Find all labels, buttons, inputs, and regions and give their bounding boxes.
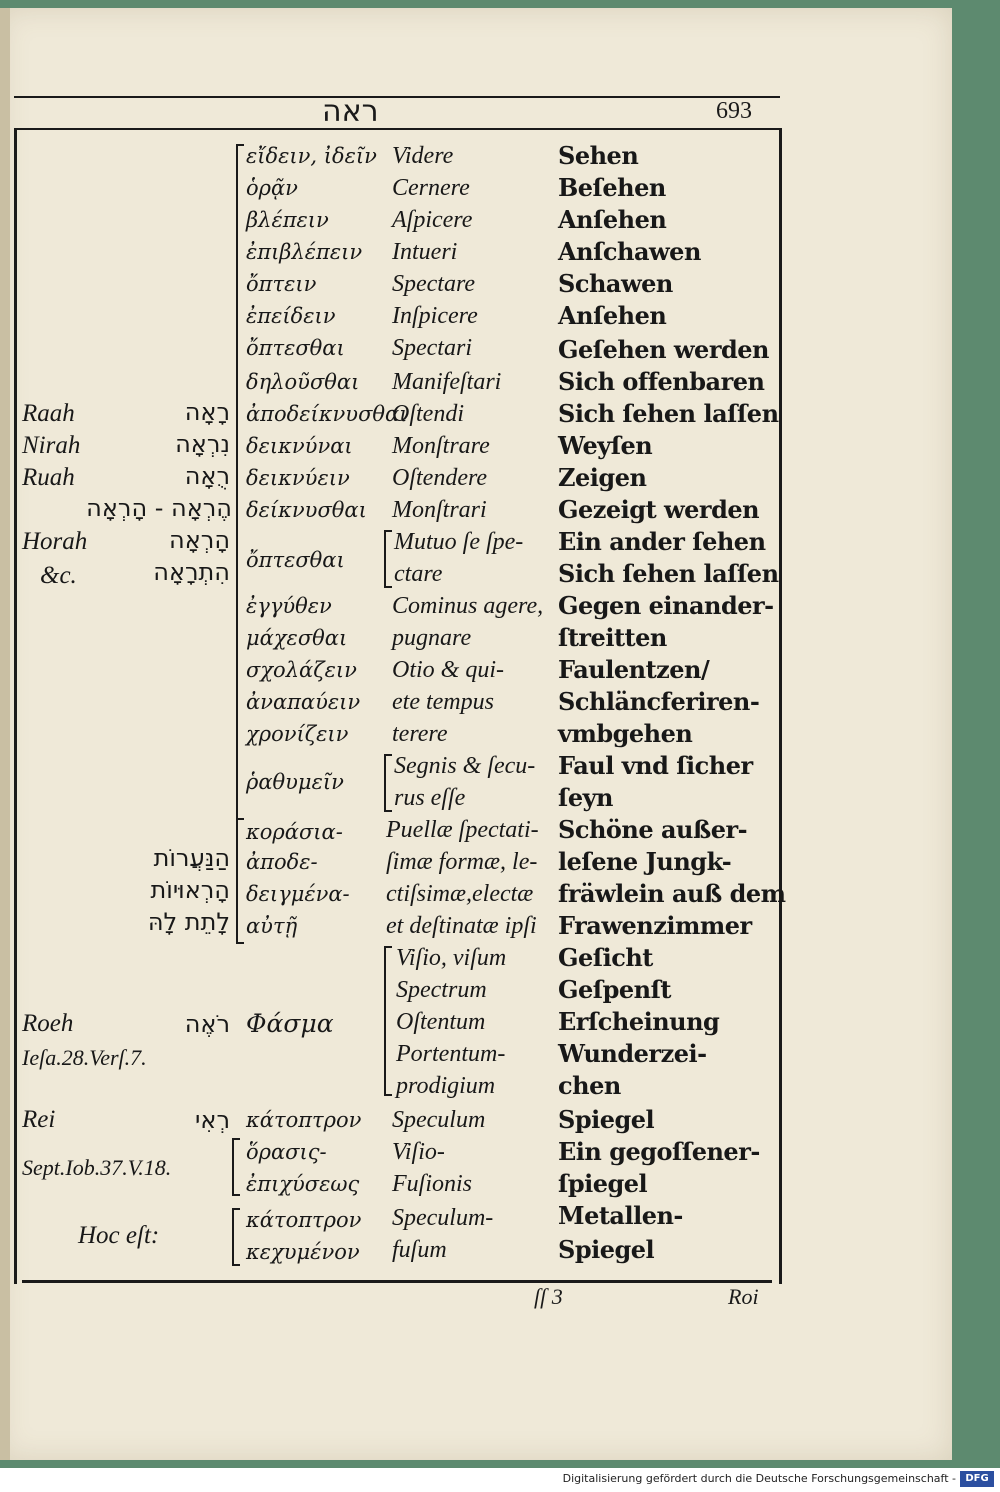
greek-word: ἀποδε- bbox=[246, 850, 318, 874]
german-word: Ein ander ſehen bbox=[558, 527, 766, 556]
brace-katoptron bbox=[232, 1208, 234, 1266]
latin-word: ctare bbox=[394, 561, 443, 587]
greek-word: κάτοπτρον bbox=[246, 1108, 362, 1132]
hebrew-word: רְאִי bbox=[195, 1106, 230, 1134]
book-page bbox=[0, 8, 952, 1460]
brace-segnis bbox=[384, 754, 386, 812]
hebrew-word: נִרְאָה bbox=[175, 430, 230, 458]
running-head-hebrew: ראה bbox=[322, 94, 379, 129]
german-word: Schläncferiren- bbox=[558, 687, 760, 716]
signature-mark: ſſ 3 bbox=[534, 1284, 563, 1309]
brace-visio bbox=[384, 946, 386, 1096]
latin-word: fuſum bbox=[392, 1237, 447, 1263]
latin-word: Spectrum bbox=[396, 977, 487, 1003]
latin-word: Speculum- bbox=[392, 1205, 494, 1231]
transliteration: Nirah bbox=[22, 432, 81, 459]
transliteration: Ieſa.28.Verſ.7. bbox=[22, 1045, 147, 1070]
german-word: Sich offenbaren bbox=[558, 367, 765, 396]
german-word: Gezeigt werden bbox=[558, 495, 760, 524]
transliteration: Raah bbox=[22, 400, 75, 427]
latin-word: rus eſſe bbox=[394, 785, 466, 811]
latin-word: Cominus agere, bbox=[392, 593, 544, 619]
german-word: Anſehen bbox=[558, 205, 667, 234]
german-word: Metallen- bbox=[558, 1201, 683, 1230]
latin-word: Videre bbox=[392, 143, 454, 169]
greek-word: ἐπείδειν bbox=[246, 304, 336, 328]
page-footer bbox=[0, 1284, 952, 1318]
german-word: Ein gegoſſener- bbox=[558, 1137, 760, 1166]
german-word: Wunderzei- bbox=[558, 1039, 707, 1068]
latin-word: pugnare bbox=[392, 625, 472, 651]
german-word: Frawenzimmer bbox=[558, 911, 752, 940]
dfg-logo-icon: DFG bbox=[960, 1471, 994, 1487]
brace-puella bbox=[236, 818, 238, 944]
german-word: fräwlein auß dem bbox=[558, 879, 786, 908]
transliteration: Sept.Iob.37.V.18. bbox=[22, 1155, 172, 1180]
greek-word: δειγμένα- bbox=[246, 882, 350, 906]
latin-word: Viſio- bbox=[392, 1139, 445, 1165]
greek-word: δεικνύναι bbox=[246, 434, 353, 458]
transliteration: Horah bbox=[22, 528, 88, 555]
footer-rule bbox=[22, 1280, 772, 1283]
greek-word: ἀναπαύειν bbox=[246, 690, 361, 714]
greek-word: αὐτῇ bbox=[246, 914, 298, 938]
latin-word: Mutuo ſe ſpe- bbox=[394, 529, 524, 555]
latin-word: Viſio, viſum bbox=[396, 945, 507, 971]
german-word: Erſcheinung bbox=[558, 1007, 720, 1036]
german-word: ſeyn bbox=[558, 783, 613, 812]
greek-word: ῥαθυμεῖν bbox=[246, 770, 344, 794]
brace-mutuo bbox=[384, 530, 386, 588]
latin-word: Oſtentum bbox=[396, 1009, 486, 1035]
hebrew-word: הִתְרָאָה bbox=[153, 558, 230, 586]
german-word: Geſpenſt bbox=[558, 975, 671, 1004]
latin-word: Portentum- bbox=[396, 1041, 506, 1067]
latin-word: Inſpicere bbox=[392, 303, 478, 329]
latin-word: terere bbox=[392, 721, 448, 747]
german-word: Beſehen bbox=[558, 173, 666, 202]
german-word: Geſicht bbox=[558, 943, 653, 972]
funding-banner bbox=[0, 1468, 1000, 1492]
latin-word: Cernere bbox=[392, 175, 470, 201]
latin-word: Speculum bbox=[392, 1107, 486, 1133]
greek-word: ὄπτεσθαι bbox=[246, 336, 345, 360]
transliteration: Hoc eſt: bbox=[78, 1222, 160, 1249]
latin-word: ete tempus bbox=[392, 689, 494, 715]
transliteration: Roeh bbox=[22, 1010, 74, 1037]
greek-word: Φάσμα bbox=[246, 1009, 334, 1038]
latin-word: Spectari bbox=[392, 335, 472, 361]
latin-word: et deſtinatæ ipſi bbox=[386, 913, 537, 939]
greek-word: μάχεσθαι bbox=[246, 626, 348, 650]
greek-word: ἀποδείκνυσθαι bbox=[246, 402, 408, 426]
greek-word: δεικνύειν bbox=[246, 466, 350, 490]
greek-word: κεχυμένον bbox=[246, 1240, 360, 1264]
hebrew-word: הַנַּעֲרוֹת bbox=[153, 844, 230, 872]
greek-word: ὅρασις- bbox=[246, 1140, 327, 1164]
greek-word: ὄπτεσθαι bbox=[246, 548, 345, 572]
running-head bbox=[0, 94, 952, 128]
page-number: 693 bbox=[716, 98, 752, 124]
transliteration: Rei bbox=[22, 1106, 56, 1133]
latin-word: Aſpicere bbox=[392, 207, 473, 233]
german-word: Schawen bbox=[558, 269, 673, 298]
german-word: Geſehen werden bbox=[558, 335, 769, 364]
brace-horasis bbox=[232, 1138, 234, 1196]
latin-word: Monſtrare bbox=[392, 433, 490, 459]
greek-word: ἐγγύθεν bbox=[246, 594, 332, 618]
german-word: Schöne außer- bbox=[558, 815, 748, 844]
greek-word: κοράσια- bbox=[246, 820, 343, 844]
hebrew-word: רֻאָה bbox=[184, 462, 230, 490]
german-word: vmbgehen bbox=[558, 719, 693, 748]
latin-word: Fuſionis bbox=[392, 1171, 473, 1197]
latin-word: ctiſsimæ,electæ bbox=[386, 881, 534, 907]
latin-word: Oſtendere bbox=[392, 465, 488, 491]
german-word: ſtreitten bbox=[558, 623, 667, 652]
greek-word: δηλοῦσθαι bbox=[246, 370, 360, 394]
greek-word: ὄπτειν bbox=[246, 272, 317, 296]
transliteration: &c. bbox=[40, 562, 77, 589]
german-word: Gegen einander- bbox=[558, 591, 774, 620]
hebrew-word: לָתֵת לָהּ bbox=[147, 908, 230, 936]
german-word: Spiegel bbox=[558, 1105, 655, 1134]
german-word: Faulentzen/ bbox=[558, 655, 710, 684]
german-word: Zeigen bbox=[558, 463, 647, 492]
german-word: Sich ſehen laſſen bbox=[558, 399, 779, 428]
greek-word: χρονίζειν bbox=[246, 722, 349, 746]
latin-word: Intueri bbox=[392, 239, 458, 265]
german-word: Faul vnd ſicher bbox=[558, 751, 753, 780]
german-word: Anſehen bbox=[558, 301, 667, 330]
catchword: Roi bbox=[728, 1284, 759, 1309]
german-word: Spiegel bbox=[558, 1235, 655, 1264]
german-word: Sich ſehen laſſen bbox=[558, 559, 779, 588]
greek-word: ἐπιβλέπειν bbox=[246, 240, 363, 264]
greek-word: ὁρᾷν bbox=[246, 176, 298, 200]
german-word: ſpiegel bbox=[558, 1169, 648, 1198]
latin-word: Puellæ ſpectati- bbox=[386, 817, 539, 843]
german-word: chen bbox=[558, 1071, 621, 1100]
greek-word: δείκνυσθαι bbox=[246, 498, 367, 522]
greek-word: εἴδειν, ἰδεῖν bbox=[246, 144, 377, 168]
german-word: Sehen bbox=[558, 141, 639, 170]
latin-word: Segnis & ſecu- bbox=[394, 753, 536, 779]
latin-word: Otio & qui- bbox=[392, 657, 504, 683]
latin-word: Manifeſtari bbox=[392, 369, 502, 395]
latin-word: Spectare bbox=[392, 271, 476, 297]
latin-word: ſimæ formæ, le- bbox=[386, 849, 538, 875]
latin-word: Monſtrari bbox=[392, 497, 487, 523]
greek-word: ἐπιχύσεως bbox=[246, 1172, 360, 1196]
greek-word: κάτοπτρον bbox=[246, 1208, 362, 1232]
transliteration: Ruah bbox=[22, 464, 75, 491]
funding-text: Digitalisierung gefördert durch die Deutsche Forschungsgemeinschaft - bbox=[562, 1472, 956, 1485]
hebrew-word: הָרְאוּיוֹת bbox=[150, 876, 230, 904]
hebrew-word: רֹאֶה bbox=[184, 1010, 230, 1038]
hebrew-word: הֶרְאָה - הָרְאָה bbox=[86, 494, 232, 522]
german-word: Weyſen bbox=[558, 431, 653, 460]
hebrew-word: רָאָה bbox=[184, 398, 230, 426]
german-word: leſene Jungk- bbox=[558, 847, 732, 876]
latin-word: Oſtendi bbox=[392, 401, 464, 427]
greek-word: σχολάζειν bbox=[246, 658, 357, 682]
hebrew-word: הָרְאָה bbox=[169, 526, 230, 554]
latin-word: prodigium bbox=[396, 1073, 496, 1099]
greek-word: βλέπειν bbox=[246, 208, 329, 232]
german-word: Anſchawen bbox=[558, 237, 701, 266]
